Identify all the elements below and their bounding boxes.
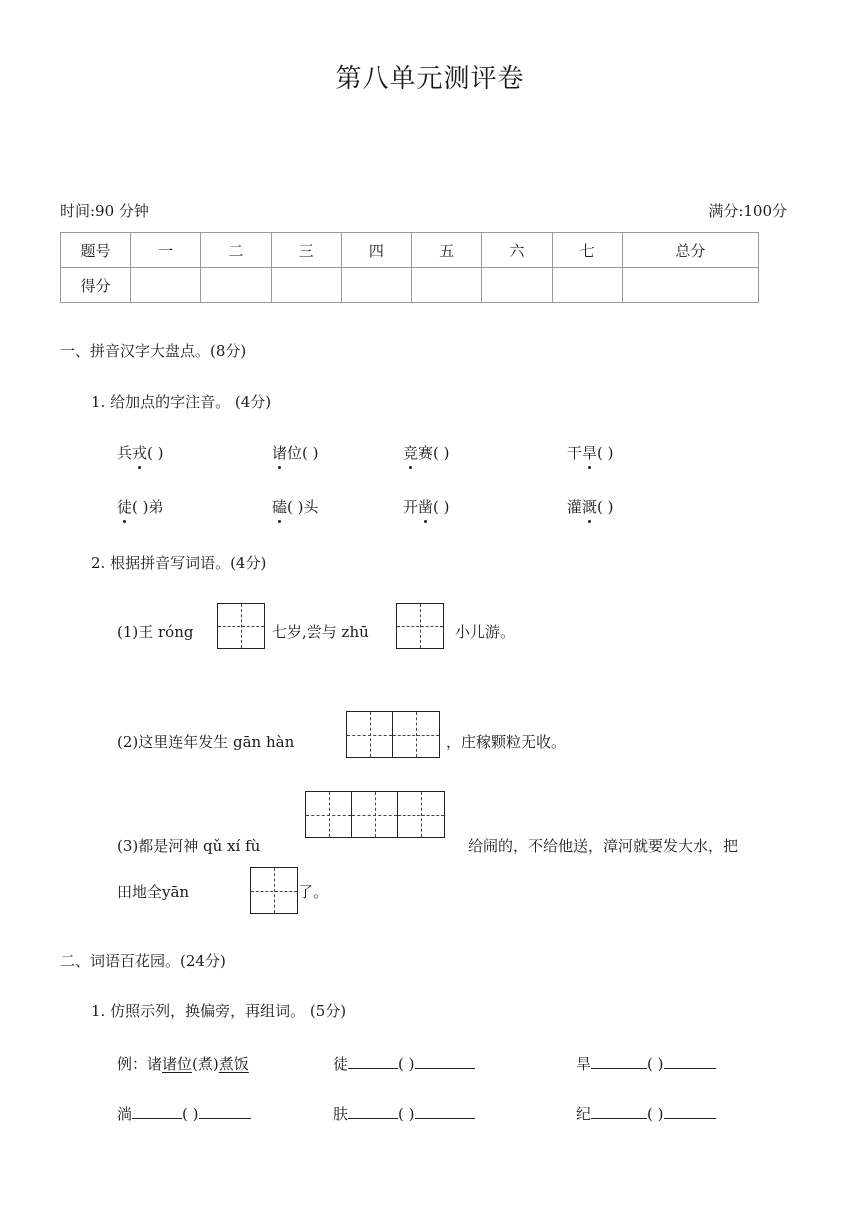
item-char: 旱 bbox=[576, 1055, 592, 1073]
blank-line[interactable] bbox=[664, 1054, 716, 1069]
time-label: 时间:90 分钟 bbox=[60, 202, 149, 220]
grid-cell[interactable] bbox=[218, 604, 264, 648]
question-label: 1. 仿照示列，换偏旁，再组词。 (5分) bbox=[91, 1002, 347, 1020]
example-word: 煮饭 bbox=[218, 1055, 249, 1073]
table-cell: 题号 bbox=[61, 233, 131, 268]
dotted-char: 竞 bbox=[403, 444, 419, 462]
item-char: 徒 bbox=[333, 1055, 349, 1073]
example-mid: (煮) bbox=[192, 1055, 219, 1073]
dotted-char: 溉 bbox=[582, 498, 598, 516]
blank-line[interactable] bbox=[348, 1104, 398, 1119]
grid-cell[interactable] bbox=[306, 792, 352, 837]
item-char: 肤 bbox=[333, 1105, 349, 1123]
sentence-fragment: 田地全yān bbox=[117, 883, 190, 901]
grid-cell[interactable] bbox=[352, 792, 398, 837]
section-heading: 一、拼音汉字大盘点。(8分) bbox=[60, 342, 247, 360]
example-line bbox=[117, 1053, 249, 1074]
grid-cell[interactable] bbox=[398, 792, 444, 837]
score-input-cell[interactable] bbox=[131, 268, 201, 303]
phonetic-item bbox=[403, 496, 450, 517]
blank-line[interactable] bbox=[199, 1104, 251, 1119]
blank-line[interactable] bbox=[132, 1104, 182, 1119]
table-cell: 七 bbox=[552, 233, 622, 268]
answer-paren[interactable]: ( ) bbox=[597, 498, 614, 516]
answer-paren[interactable]: ( ) bbox=[182, 1105, 199, 1123]
phonetic-item bbox=[567, 496, 614, 517]
phonetic-item bbox=[403, 442, 450, 463]
answer-paren[interactable]: ( ) bbox=[597, 444, 614, 462]
plain-char: 干 bbox=[567, 444, 583, 462]
blank-line[interactable] bbox=[415, 1054, 475, 1069]
score-table-header-row bbox=[61, 233, 759, 268]
full-score-label: 满分:100分 bbox=[708, 202, 787, 220]
answer-paren[interactable]: ( ) bbox=[147, 444, 164, 462]
blank-line[interactable] bbox=[664, 1104, 716, 1119]
table-cell: 六 bbox=[482, 233, 552, 268]
phonetic-item bbox=[117, 442, 164, 463]
grid-cell[interactable] bbox=[347, 712, 393, 757]
phonetic-item bbox=[272, 496, 319, 517]
fill-item bbox=[576, 1053, 716, 1074]
section-heading: 二、词语百花园。(24分) bbox=[60, 952, 226, 970]
answer-paren[interactable]: ( ) bbox=[647, 1055, 664, 1073]
blank-line[interactable] bbox=[591, 1104, 647, 1119]
sentence-fragment: (1)王 róng bbox=[117, 623, 194, 641]
sentence-fragment: ，庄稼颗粒无收。 bbox=[446, 733, 567, 751]
fill-item bbox=[333, 1053, 475, 1074]
score-input-cell[interactable] bbox=[412, 268, 482, 303]
answer-paren[interactable]: 赛( ) bbox=[418, 444, 450, 462]
plain-char: 开 bbox=[403, 498, 419, 516]
character-grid[interactable] bbox=[396, 603, 444, 649]
sentence-fragment: 了。 bbox=[298, 883, 329, 901]
phonetic-item bbox=[567, 442, 614, 463]
sentence-fragment: 给闹的，不给他送，漳河就要发大水，把 bbox=[468, 837, 739, 855]
score-input-cell[interactable] bbox=[201, 268, 271, 303]
score-input-cell[interactable] bbox=[482, 268, 552, 303]
grid-cell[interactable] bbox=[393, 712, 439, 757]
score-input-cell[interactable] bbox=[341, 268, 411, 303]
sentence-fragment: (2)这里连年发生 gān hàn bbox=[117, 733, 295, 751]
answer-paren[interactable]: ( ) bbox=[398, 1055, 415, 1073]
fill-item bbox=[576, 1103, 716, 1124]
table-cell: 三 bbox=[271, 233, 341, 268]
plain-char: 兵 bbox=[117, 444, 133, 462]
score-table bbox=[60, 232, 759, 303]
character-grid[interactable] bbox=[346, 711, 440, 758]
character-grid[interactable] bbox=[217, 603, 265, 649]
table-cell: 总分 bbox=[622, 233, 758, 268]
dotted-char: 凿 bbox=[418, 498, 434, 516]
example-word: 诸位 bbox=[162, 1055, 193, 1073]
table-cell: 得分 bbox=[61, 268, 131, 303]
blank-line[interactable] bbox=[415, 1104, 475, 1119]
sentence-fragment: (3)都是河神 qǔ xí fù bbox=[117, 837, 261, 855]
fill-item bbox=[117, 1103, 251, 1124]
blank-line[interactable] bbox=[591, 1054, 647, 1069]
table-cell: 一 bbox=[131, 233, 201, 268]
table-cell: 二 bbox=[201, 233, 271, 268]
answer-paren[interactable]: 位( ) bbox=[287, 444, 319, 462]
dotted-char: 旱 bbox=[582, 444, 598, 462]
dotted-char: 磕 bbox=[272, 498, 288, 516]
question-label: 2. 根据拼音写词语。(4分) bbox=[91, 554, 267, 572]
dotted-char: 诸 bbox=[272, 444, 288, 462]
sentence-fragment: 七岁,尝与 zhū bbox=[272, 623, 369, 641]
question-label: 1. 给加点的字注音。 (4分) bbox=[91, 393, 272, 411]
page-title: 第八单元测评卷 bbox=[335, 64, 525, 94]
dotted-char: 徒 bbox=[117, 498, 133, 516]
plain-char: 灌 bbox=[567, 498, 583, 516]
example-prefix: 例：诸 bbox=[117, 1055, 163, 1073]
answer-paren[interactable]: ( ) bbox=[647, 1105, 664, 1123]
score-table-score-row bbox=[61, 268, 759, 303]
character-grid[interactable] bbox=[305, 791, 445, 838]
table-cell: 五 bbox=[412, 233, 482, 268]
score-input-cell[interactable] bbox=[622, 268, 758, 303]
grid-cell[interactable] bbox=[397, 604, 443, 648]
score-input-cell[interactable] bbox=[552, 268, 622, 303]
answer-paren[interactable]: ( ) bbox=[398, 1105, 415, 1123]
answer-paren[interactable]: ( )头 bbox=[287, 498, 319, 516]
blank-line[interactable] bbox=[348, 1054, 398, 1069]
fill-item bbox=[333, 1103, 475, 1124]
answer-paren[interactable]: ( )弟 bbox=[132, 498, 164, 516]
item-char: 纪 bbox=[576, 1105, 592, 1123]
score-input-cell[interactable] bbox=[271, 268, 341, 303]
character-grid[interactable] bbox=[250, 867, 298, 914]
dotted-char: 戎 bbox=[132, 444, 148, 462]
item-char: 淌 bbox=[117, 1105, 133, 1123]
sentence-fragment: 小儿游。 bbox=[455, 623, 516, 641]
table-cell: 四 bbox=[341, 233, 411, 268]
grid-cell[interactable] bbox=[251, 868, 297, 913]
answer-paren[interactable]: ( ) bbox=[433, 498, 450, 516]
phonetic-item bbox=[272, 442, 319, 463]
phonetic-item bbox=[117, 496, 164, 517]
